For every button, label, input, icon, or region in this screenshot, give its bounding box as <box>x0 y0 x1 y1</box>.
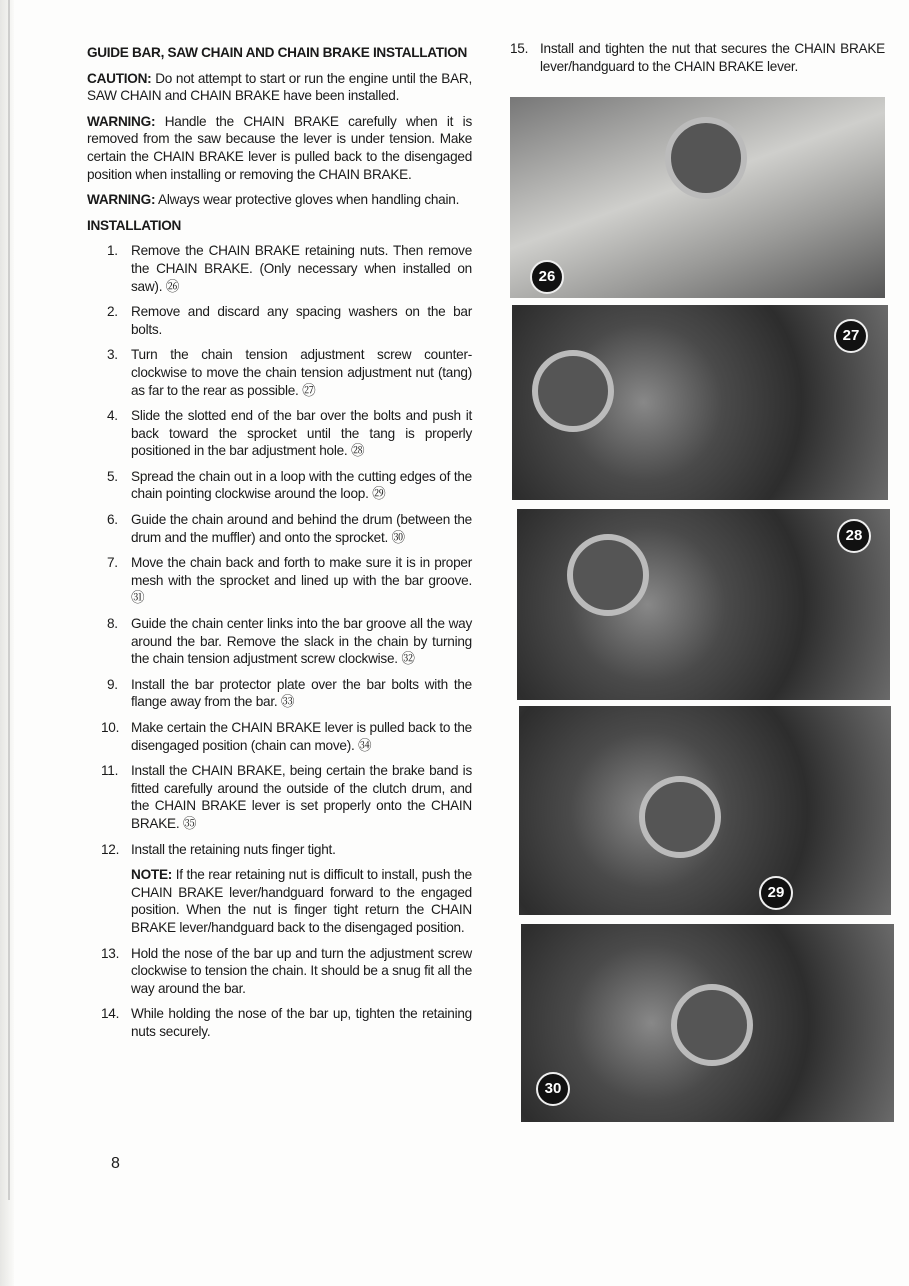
figure-number-badge: 30 <box>536 1072 570 1106</box>
caution-label: CAUTION: <box>87 70 152 86</box>
step <box>87 615 472 668</box>
step-number: 1. <box>107 243 118 259</box>
figure-number-badge: 28 <box>837 519 871 553</box>
warning-gloves-paragraph <box>87 191 472 209</box>
step-text: Guide the chain around and behind the drum (between the drum and the muffler) and onto the sprocket. ㉚ <box>131 512 472 545</box>
binding-line <box>8 0 10 1200</box>
page-number: 8 <box>111 1155 120 1172</box>
step <box>87 676 472 711</box>
figure-29-photo <box>519 706 891 915</box>
installation-heading: INSTALLATION <box>87 217 182 233</box>
step <box>87 242 472 295</box>
step <box>87 511 472 546</box>
warning-text: Handle the CHAIN BRAKE carefully when it is removed from the saw because the lever is under tension. Make certain the CHAIN BRAKE lever is pulled back to the disengaged position when installing or removing the CHAIN BRAKE. <box>87 113 472 182</box>
clutch-drum <box>665 117 747 199</box>
step-number: 5. <box>107 468 118 484</box>
warning-text: Always wear protective gloves when handling chain. <box>155 192 460 208</box>
binding-edge <box>0 0 14 1286</box>
figure-27-photo <box>512 305 888 500</box>
step-text: Remove and discard any spacing washers on the bar bolts. <box>131 304 472 337</box>
step-number: 9. <box>107 676 118 692</box>
step-text: Make certain the CHAIN BRAKE lever is pulled back to the disengaged position (chain can move). ㉞ <box>131 720 472 753</box>
figure-26-photo <box>510 97 885 298</box>
step <box>87 346 472 399</box>
step-number: 11. <box>101 763 119 779</box>
step-number: 14. <box>101 1006 120 1022</box>
step-number: 3. <box>107 347 118 363</box>
step-number: 8. <box>107 616 118 632</box>
step-text: Turn the chain tension adjustment screw counter-clockwise to move the chain tension adjustment nut (tang) as far to the rear as possible. ㉗ <box>131 347 472 398</box>
step <box>87 762 472 832</box>
step-text: Move the chain back and forth to make sure it is in proper mesh with the sprocket and lined up with the bar groove. ㉛ <box>131 555 472 606</box>
step <box>87 303 472 338</box>
clutch-drum <box>671 984 753 1066</box>
step-text: Install the bar protector plate over the bar bolts with the flange away from the bar. ㉝ <box>131 676 472 710</box>
step <box>87 1005 472 1040</box>
figure-number-badge: 26 <box>530 260 564 294</box>
step-number: 2. <box>107 304 118 320</box>
step-text: While holding the nose of the bar up, tighten the retaining nuts securely. <box>131 1006 472 1039</box>
step-text: Slide the slotted end of the bar over the bolts and push it back toward the sprocket until the tang is properly positioned in the bar adjustment hole. ㉘ <box>131 408 472 459</box>
figure-30-photo <box>521 924 894 1122</box>
caution-text: Do not attempt to start or run the engine until the BAR, SAW CHAIN and CHAIN BRAKE have been installed. <box>87 70 472 104</box>
step-text: Spread the chain out in a loop with the cutting edges of the chain pointing clockwise around the loop. ㉙ <box>131 468 472 502</box>
caution-paragraph <box>87 70 472 105</box>
step-text: Install the CHAIN BRAKE, being certain the brake band is fitted carefully around the outside of the clutch drum, and the CHAIN BRAKE lever is set properly onto the CHAIN BRAKE. ㉟ <box>131 763 472 831</box>
figure-28-photo <box>517 509 890 700</box>
step-number: 12. <box>101 841 120 857</box>
note-paragraph <box>131 866 472 936</box>
installation-steps <box>87 242 472 1040</box>
step <box>87 841 472 937</box>
step-number: 13. <box>101 945 120 961</box>
step <box>87 554 472 607</box>
warning-label: WARNING: <box>87 192 156 208</box>
right-column <box>510 40 885 83</box>
step-number: 6. <box>107 512 118 528</box>
clutch-drum <box>567 534 649 616</box>
step-text: Install the retaining nuts finger tight. <box>131 841 336 857</box>
step-text: Install and tighten the nut that secures the CHAIN BRAKE lever/handguard to the CHAIN BRAKE lever. <box>540 41 885 74</box>
step-number: 10. <box>101 720 120 735</box>
warning-paragraph <box>87 113 472 183</box>
left-column <box>87 44 472 1049</box>
figure-number-badge: 29 <box>759 876 793 910</box>
step <box>510 40 885 75</box>
step <box>87 468 472 503</box>
step-number: 7. <box>107 555 118 571</box>
step-number: 4. <box>107 408 118 424</box>
step-number: 15. <box>510 41 529 56</box>
step <box>87 945 472 998</box>
note-text: If the rear retaining nut is difficult to install, push the CHAIN BRAKE lever/handguard forward to the engaged position. When the nut is finger tight return the CHAIN BRAKE lever/handguard back to the disengaged position. <box>131 867 472 935</box>
step-text: Remove the CHAIN BRAKE retaining nuts. Then remove the CHAIN BRAKE. (Only necessary when installed on saw). ㉖ <box>131 243 472 294</box>
step <box>87 407 472 460</box>
step-text: Guide the chain center links into the bar groove all the way around the bar. Remove the slack in the chain by turning the chain tension adjustment screw clockwise. ㉜ <box>131 616 472 667</box>
section-heading: GUIDE BAR, SAW CHAIN AND CHAIN BRAKE INSTALLATION <box>87 45 468 60</box>
clutch-drum <box>532 350 614 432</box>
note-label: NOTE: <box>131 867 173 883</box>
clutch-drum <box>639 776 721 858</box>
warning-label: WARNING: <box>87 113 156 129</box>
step-text: Hold the nose of the bar up and turn the adjustment screw clockwise to tension the chain. It should be a snug fit all the way around the bar. <box>131 945 472 996</box>
figure-number-badge: 27 <box>834 319 868 353</box>
step <box>87 719 472 754</box>
